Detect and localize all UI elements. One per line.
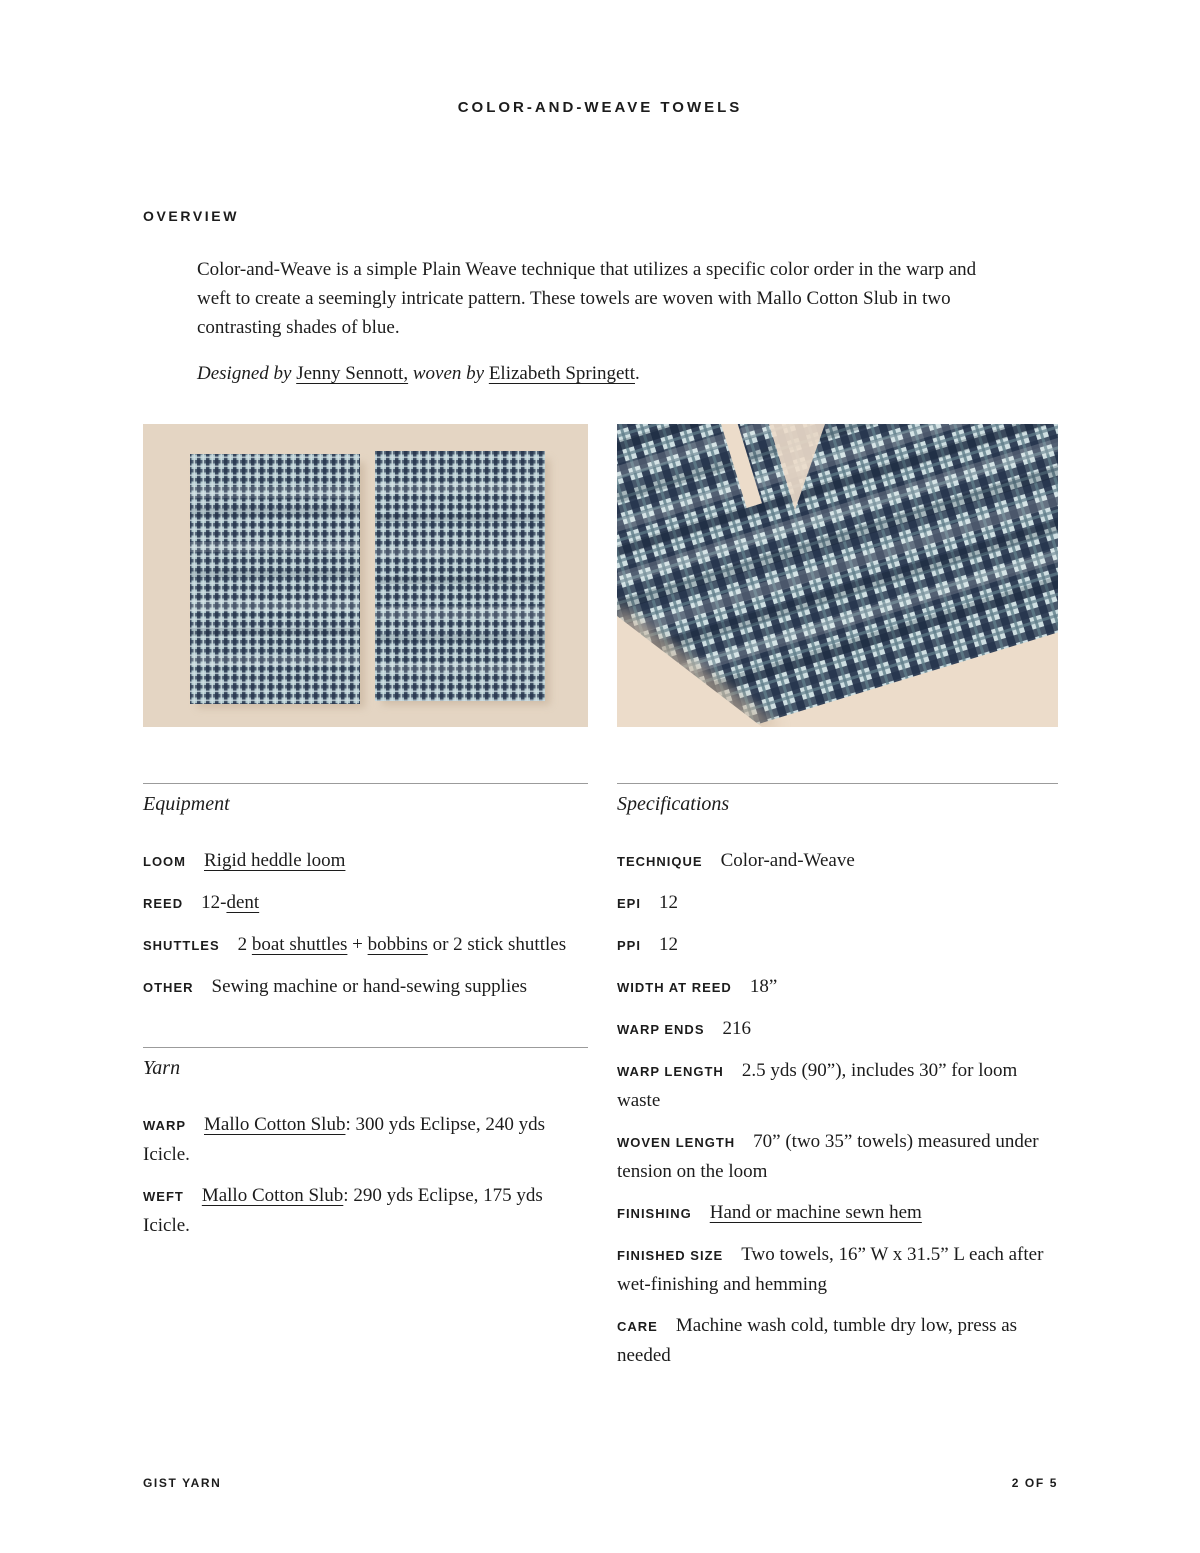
inline-text: woven by xyxy=(412,363,489,384)
inline-link[interactable]: Jenny Sennott, xyxy=(296,363,409,384)
specifications-section xyxy=(617,783,1058,1370)
photo-towels-flat xyxy=(143,424,588,727)
spec-row xyxy=(617,846,1058,876)
equipment-section xyxy=(143,783,588,1002)
yarn-rows xyxy=(143,1110,588,1240)
photo-row xyxy=(143,424,1200,727)
row-label: WEFT xyxy=(143,1189,184,1204)
row-label: PPI xyxy=(617,938,641,953)
inline-text: 216 xyxy=(722,1018,751,1039)
inline-text: Designed by xyxy=(197,363,297,384)
inline-link[interactable]: bobbins xyxy=(367,934,428,955)
row-label: OTHER xyxy=(143,980,194,995)
specifications-rows xyxy=(617,846,1058,1370)
row-label: WARP xyxy=(143,1118,186,1133)
equipment-rows xyxy=(143,846,588,1002)
row-label: LOOM xyxy=(143,854,186,869)
row-label: WARP LENGTH xyxy=(617,1064,724,1079)
row-label: SHUTTLES xyxy=(143,938,220,953)
inline-text: . xyxy=(634,363,640,384)
spec-row xyxy=(617,1311,1058,1370)
spec-row xyxy=(617,930,1058,960)
row-label: FINISHED SIZE xyxy=(617,1248,724,1263)
inline-text: 2.5 yds (90”), includes 30” for loom waste xyxy=(617,1060,1018,1111)
spec-row xyxy=(617,1127,1058,1186)
inline-link[interactable]: Elizabeth Springett xyxy=(488,363,635,384)
inline-text: : 290 yds Eclipse, 175 yds Icicle. xyxy=(143,1185,543,1236)
spec-row xyxy=(617,1240,1058,1299)
inline-text: Sewing machine or hand-sewing supplies xyxy=(211,976,528,997)
photo-towels-draped xyxy=(617,424,1058,727)
detail-columns xyxy=(143,783,1200,1382)
row-label: FINISHING xyxy=(617,1206,692,1221)
equipment-heading: Equipment xyxy=(143,793,230,815)
row-label: WIDTH AT REED xyxy=(617,980,732,995)
yarn-section xyxy=(143,1047,588,1240)
right-column xyxy=(617,783,1058,1382)
inline-text: Two towels, 16” W x 31.5” L each after wet-finishing and hemming xyxy=(617,1244,1044,1295)
inline-text: Machine wash cold, tumble dry low, press as needed xyxy=(617,1315,1018,1366)
overview-paragraph: Color-and-Weave is a simple Plain Weave technique that utilizes a specific color order in the warp and weft to create a seemingly intricate pattern. These towels are woven with Mallo Cotton Slub in two contrasting shades of blue. xyxy=(197,259,977,338)
inline-text: : 300 yds Eclipse, 240 yds Icicle. xyxy=(143,1114,545,1165)
inline-text: 12 xyxy=(658,934,678,955)
inline-text: Color-and-Weave xyxy=(720,850,855,871)
spec-row xyxy=(617,888,1058,918)
inline-link[interactable]: dent xyxy=(226,892,260,913)
page-title: COLOR-AND-WEAVE TOWELS xyxy=(457,99,743,116)
inline-text: 12- xyxy=(201,892,227,913)
overview-heading: OVERVIEW xyxy=(143,208,240,224)
row-label: WARP ENDS xyxy=(617,1022,705,1037)
spec-row xyxy=(617,1014,1058,1044)
page-footer xyxy=(143,1476,1058,1490)
specifications-heading: Specifications xyxy=(617,793,730,815)
inline-link[interactable]: Hand or machine sewn hem xyxy=(709,1202,922,1223)
footer-page-number: 2 OF 5 xyxy=(1011,1476,1058,1490)
spec-row xyxy=(143,1110,588,1169)
inline-link[interactable]: boat shuttles xyxy=(251,934,348,955)
inline-link[interactable]: Mallo Cotton Slub xyxy=(201,1185,344,1206)
footer-brand: GIST YARN xyxy=(143,1476,222,1490)
yarn-heading: Yarn xyxy=(143,1057,181,1079)
row-label: REED xyxy=(143,896,184,911)
row-label: WOVEN LENGTH xyxy=(617,1135,736,1150)
spec-row xyxy=(143,930,588,960)
spec-row xyxy=(143,972,588,1002)
inline-text: 18” xyxy=(749,976,778,997)
inline-text: + xyxy=(347,934,368,955)
spec-row xyxy=(617,1056,1058,1115)
spec-row xyxy=(617,972,1058,1002)
spec-row xyxy=(143,1181,588,1240)
inline-link[interactable]: Mallo Cotton Slub xyxy=(204,1114,346,1135)
inline-text: 12 xyxy=(658,892,678,913)
spec-row xyxy=(143,846,588,876)
inline-link[interactable]: Rigid heddle loom xyxy=(204,850,346,871)
row-label: CARE xyxy=(617,1319,658,1334)
byline xyxy=(197,359,1200,388)
left-column xyxy=(143,783,588,1252)
inline-text: 70” (two 35” towels) measured under tension on the loom xyxy=(617,1131,1039,1182)
row-label: TECHNIQUE xyxy=(617,854,703,869)
spec-row xyxy=(617,1198,1058,1228)
inline-text: or 2 stick shuttles xyxy=(427,934,567,955)
row-label: EPI xyxy=(617,896,641,911)
spec-row xyxy=(143,888,588,918)
inline-text: 2 xyxy=(237,934,252,955)
